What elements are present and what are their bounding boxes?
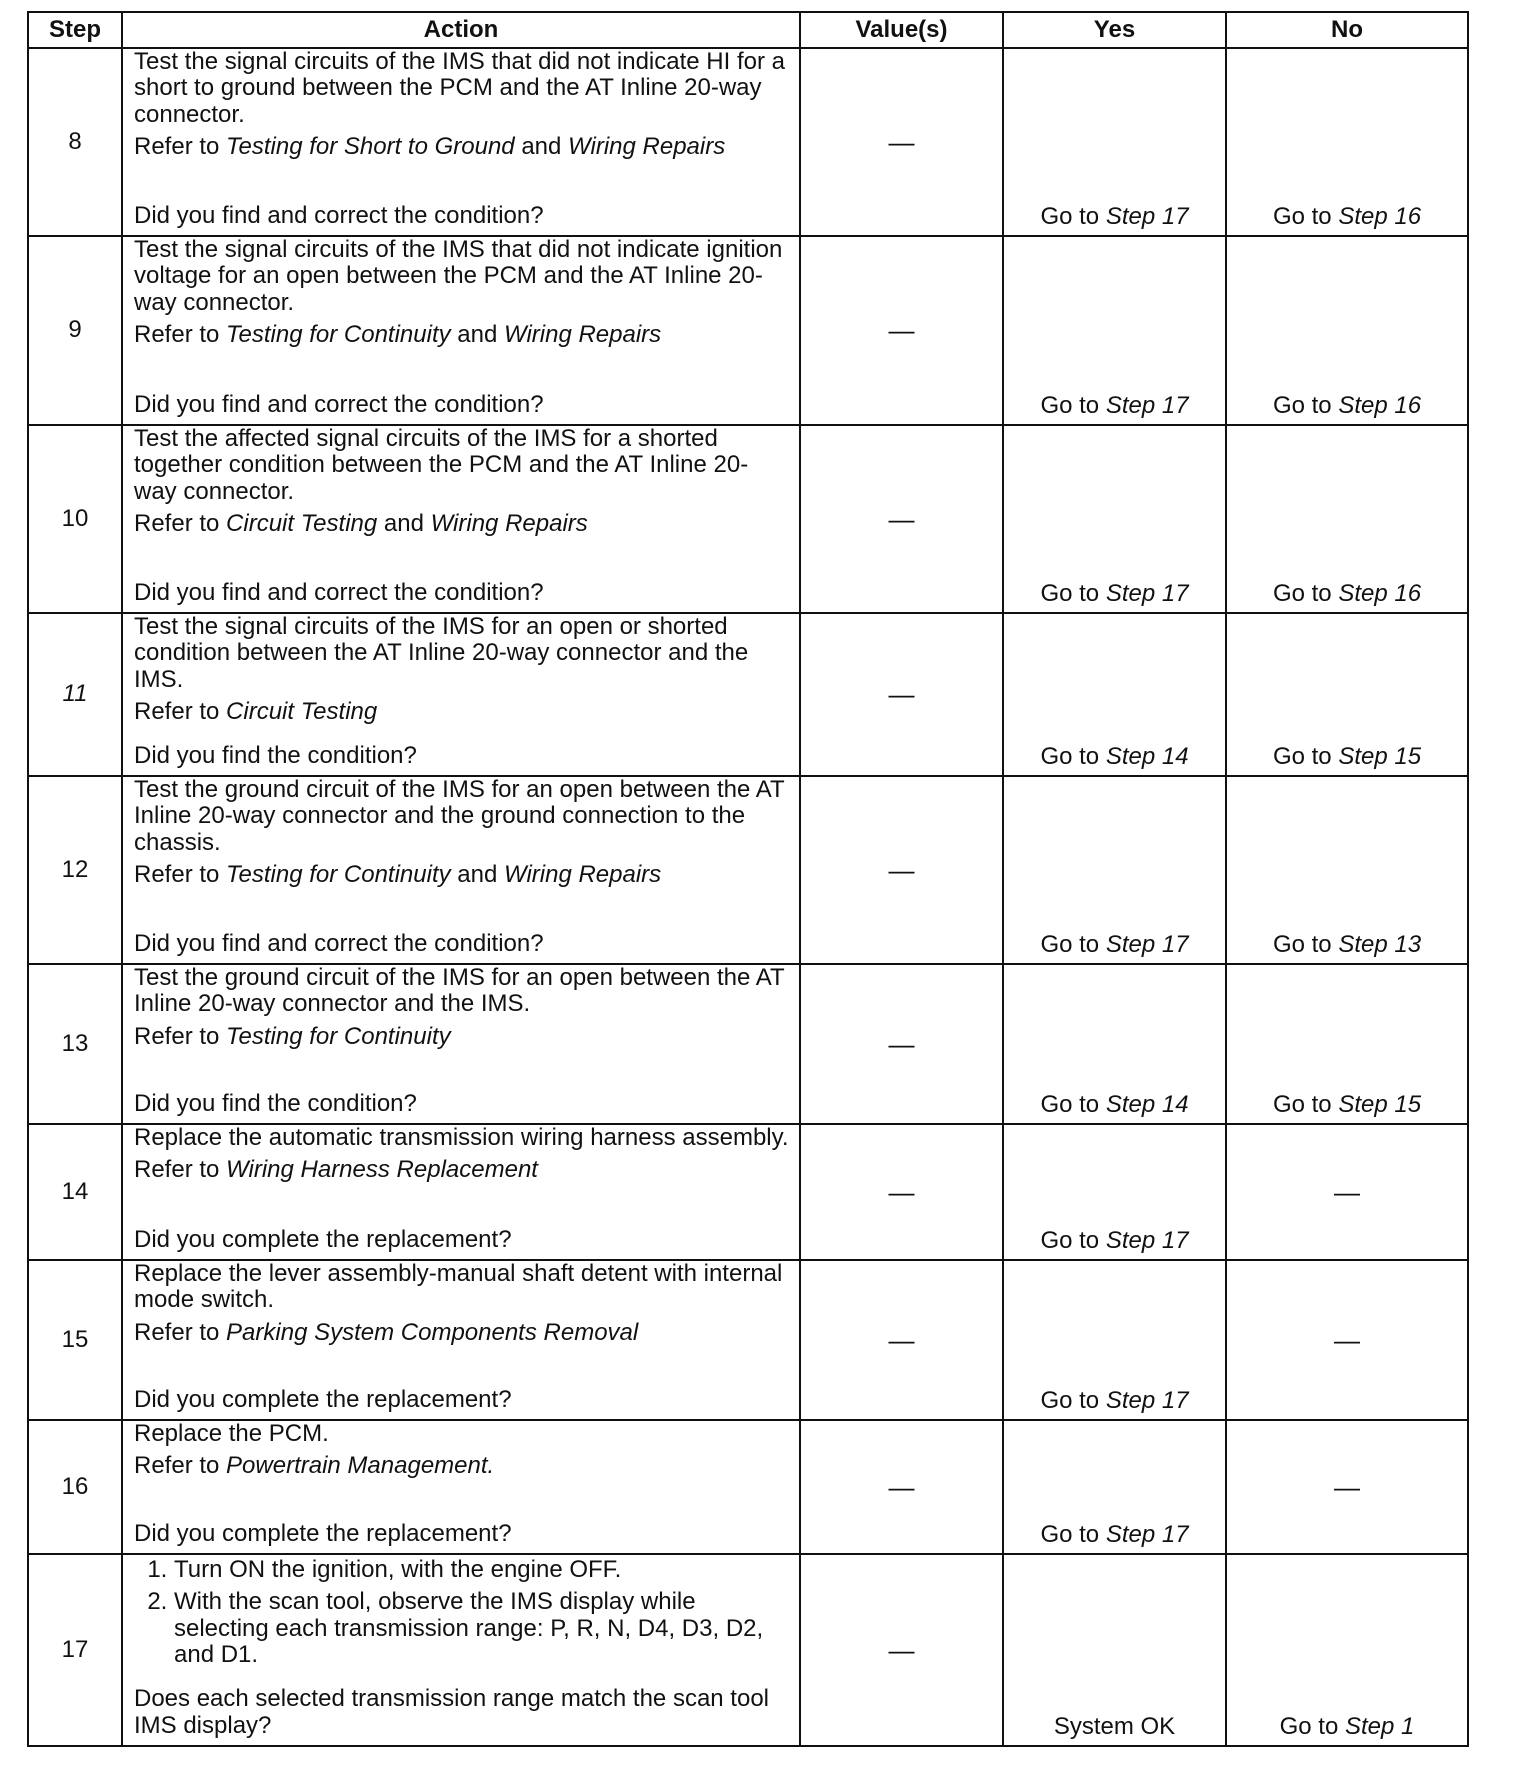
step-number: 9 <box>28 236 122 425</box>
action-cell <box>122 236 800 425</box>
value-cell: — <box>800 1260 1003 1420</box>
action-text: Test the signal circuits of the IMS that did not indicate ignition voltage for an open between the PCM and the AT Inline 20-way connector. <box>134 236 783 316</box>
no-step-link[interactable]: 13 <box>1394 930 1422 958</box>
reference-link[interactable]: Testing for Continuity <box>226 1022 451 1050</box>
table-row-step-15 <box>28 1260 1468 1420</box>
header-values: Value(s) <box>800 12 1003 48</box>
action-text: Test the affected signal circuits of the IMS for a shorted together condition between the PCM and the AT Inline 20-way connector. <box>134 425 749 505</box>
reference: Refer to Circuit Testing and Wiring Repairs <box>134 510 588 538</box>
action-text: Test the ground circuit of the IMS for an open between the AT Inline 20-way connector and the IMS. <box>134 964 785 1018</box>
yes-step-link[interactable]: 14 <box>1161 1090 1189 1118</box>
reference: Refer to Testing for Continuity <box>134 1022 451 1050</box>
reference-link[interactable]: Testing for Continuity <box>226 861 451 889</box>
no-step-link[interactable]: 1 <box>1401 1712 1415 1740</box>
action-question: Does each selected transmission range match the scan tool IMS display? <box>134 1685 770 1739</box>
action-text: Replace the lever assembly-manual shaft detent with internal mode switch. <box>134 1260 783 1314</box>
yes-cell: Go to Step 17 <box>1003 1260 1226 1420</box>
reference: Refer to Testing for Short to Ground and Wiring Repairs <box>134 133 726 161</box>
value-cell: — <box>800 1124 1003 1260</box>
no-cell: Go to Step 1 <box>1226 1554 1468 1746</box>
header-action: Action <box>122 12 800 48</box>
procedure-list <box>134 1557 789 1669</box>
yes-cell: Go to Step 17 <box>1003 236 1226 425</box>
reference: Refer to Testing for Continuity and Wiring Repairs <box>134 861 662 889</box>
yes-cell: Go to Step 17 <box>1003 48 1226 236</box>
no-cell: Go to Step 15 <box>1226 964 1468 1124</box>
no-step-link[interactable]: 16 <box>1394 391 1422 419</box>
value-cell: — <box>800 1420 1003 1554</box>
yes-step-link[interactable]: 17 <box>1161 579 1189 607</box>
action-cell <box>122 1260 800 1420</box>
yes-cell: Go to Step 17 <box>1003 1124 1226 1260</box>
action-text: Test the signal circuits of the IMS for an open or shorted condition between the AT Inline 20-way connector and the IMS. <box>134 613 749 693</box>
action-cell <box>122 1554 800 1746</box>
action-cell <box>122 776 800 964</box>
table-row-step-12 <box>28 776 1468 964</box>
action-text: Test the ground circuit of the IMS for an open between the AT Inline 20-way connector and the ground connection to the chassis. <box>134 776 785 856</box>
reference: Refer to Powertrain Management. <box>134 1452 495 1480</box>
yes-cell: System OK <box>1003 1554 1226 1746</box>
header-row <box>28 12 1468 48</box>
table-row-step-11 <box>28 613 1468 776</box>
value-cell: — <box>800 964 1003 1124</box>
table-row-step-8 <box>28 48 1468 236</box>
value-cell: — <box>800 236 1003 425</box>
reference-link[interactable]: Testing for Short to Ground <box>226 133 515 161</box>
action-question: Did you complete the replacement? <box>134 1519 512 1547</box>
no-cell: — <box>1226 1260 1468 1420</box>
yes-step-link[interactable]: 17 <box>1161 930 1189 958</box>
value-cell: — <box>800 1554 1003 1746</box>
value-cell: — <box>800 48 1003 236</box>
header-yes: Yes <box>1003 12 1226 48</box>
list-item: 1. Turn ON the ignition, with the engine OFF. <box>174 1557 789 1583</box>
reference: Refer to Testing for Continuity and Wiring Repairs <box>134 321 662 349</box>
action-question: Did you find and correct the condition? <box>134 578 544 606</box>
step-number: 15 <box>28 1260 122 1420</box>
reference: Refer to Circuit Testing <box>134 698 378 726</box>
reference-link[interactable]: Wiring Repairs <box>430 510 588 538</box>
table-row-step-16 <box>28 1420 1468 1554</box>
reference-link[interactable]: Wiring Harness Replacement <box>226 1156 538 1184</box>
yes-cell: Go to Step 17 <box>1003 776 1226 964</box>
yes-step-link[interactable]: 17 <box>1161 202 1189 230</box>
step-number: 17 <box>28 1554 122 1746</box>
action-cell <box>122 1420 800 1554</box>
no-step-link[interactable]: 16 <box>1394 579 1422 607</box>
table-row-step-13 <box>28 964 1468 1124</box>
no-step-link[interactable]: 15 <box>1394 1090 1422 1118</box>
reference-link[interactable]: Testing for Continuity <box>226 321 451 349</box>
yes-cell: Go to Step 14 <box>1003 964 1226 1124</box>
reference: Refer to Wiring Harness Replacement <box>134 1156 538 1184</box>
action-text: Replace the PCM. <box>134 1420 329 1447</box>
no-step-link[interactable]: 16 <box>1394 202 1422 230</box>
no-cell: Go to Step 13 <box>1226 776 1468 964</box>
step-number: 10 <box>28 425 122 613</box>
step-number: 16 <box>28 1420 122 1554</box>
action-question: Did you find the condition? <box>134 741 417 769</box>
no-cell: — <box>1226 1124 1468 1260</box>
no-cell: Go to Step 16 <box>1226 48 1468 236</box>
value-cell: — <box>800 776 1003 964</box>
table-row-step-14 <box>28 1124 1468 1260</box>
action-question: Did you complete the replacement? <box>134 1385 512 1413</box>
no-step-link[interactable]: 15 <box>1394 742 1422 770</box>
reference-link[interactable]: Wiring Repairs <box>504 321 662 349</box>
action-cell <box>122 425 800 613</box>
diagnostic-table <box>27 11 1469 1747</box>
action-question: Did you find the condition? <box>134 1089 417 1117</box>
header-no: No <box>1226 12 1468 48</box>
action-cell <box>122 48 800 236</box>
step-number: 11 <box>28 613 122 776</box>
yes-step-link[interactable]: 17 <box>1161 391 1189 419</box>
action-text: Replace the automatic transmission wiring harness assembly. <box>134 1124 789 1151</box>
reference-link[interactable]: Parking System Components Removal <box>226 1318 639 1346</box>
value-cell: — <box>800 613 1003 776</box>
action-question: Did you complete the replacement? <box>134 1225 512 1253</box>
table-row-step-9 <box>28 236 1468 425</box>
no-cell: Go to Step 16 <box>1226 236 1468 425</box>
reference-link[interactable]: Circuit Testing <box>226 510 378 538</box>
yes-cell: Go to Step 17 <box>1003 425 1226 613</box>
reference-link[interactable]: Circuit Testing <box>226 698 378 726</box>
value-cell: — <box>800 425 1003 613</box>
reference-link[interactable]: Wiring Repairs <box>568 133 726 161</box>
action-text: Test the signal circuits of the IMS that did not indicate HI for a short to ground between the PCM and the AT Inline 20-way connector. <box>134 48 785 128</box>
yes-step-link[interactable]: 17 <box>1161 1520 1189 1548</box>
reference-link[interactable]: Powertrain Management. <box>226 1452 495 1480</box>
yes-step-link[interactable]: 17 <box>1161 1386 1189 1414</box>
yes-cell: Go to Step 14 <box>1003 613 1226 776</box>
table-row-step-17 <box>28 1554 1468 1746</box>
action-cell <box>122 1124 800 1260</box>
action-question: Did you find and correct the condition? <box>134 390 544 418</box>
yes-cell: Go to Step 17 <box>1003 1420 1226 1554</box>
step-number: 12 <box>28 776 122 964</box>
action-question: Did you find and correct the condition? <box>134 929 544 957</box>
action-question: Did you find and correct the condition? <box>134 201 544 229</box>
no-cell: — <box>1226 1420 1468 1554</box>
reference-link[interactable]: Wiring Repairs <box>504 861 662 889</box>
no-cell: Go to Step 15 <box>1226 613 1468 776</box>
no-cell: Go to Step 16 <box>1226 425 1468 613</box>
reference: Refer to Parking System Components Removal <box>134 1318 639 1346</box>
header-step: Step <box>28 12 122 48</box>
yes-step-link[interactable]: 17 <box>1161 1226 1189 1254</box>
step-number: 13 <box>28 964 122 1124</box>
table-row-step-10 <box>28 425 1468 613</box>
action-cell <box>122 613 800 776</box>
step-number: 8 <box>28 48 122 236</box>
yes-step-link[interactable]: 14 <box>1161 742 1189 770</box>
action-cell <box>122 964 800 1124</box>
step-number: 14 <box>28 1124 122 1260</box>
list-item: 2. With the scan tool, observe the IMS display while selecting each transmission range: P, R, N, D4, D3, D2, and D1. <box>174 1589 789 1668</box>
